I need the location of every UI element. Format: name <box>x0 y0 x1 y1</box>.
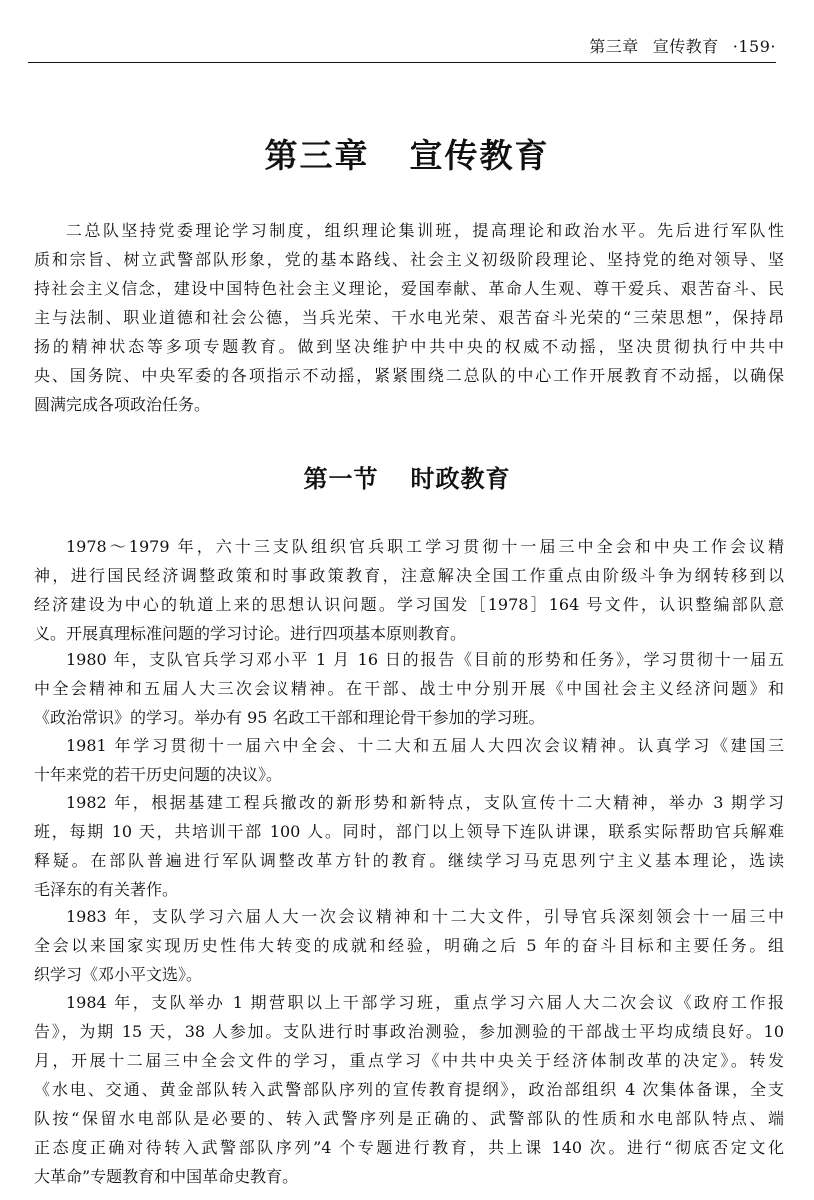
text-line: 二总队坚持党委理论学习制度，组织理论集训班，提高理论和政治水平。先后进行军队性 <box>66 221 784 240</box>
intro-paragraph <box>34 216 784 419</box>
text-line: 月，开展十二届三中全会文件的学习，重点学习《中共中央关于经济体制改革的决定》。转发 <box>34 1051 784 1070</box>
running-header-chapter: 第三章 <box>589 37 639 56</box>
text-line: 主与法制、职业道德和社会公德，当兵光荣、干水电光荣、艰苦奋斗光荣的“三荣思想”，保持昂 <box>34 308 784 327</box>
text-line: 1980 年，支队官兵学习邓小平 1 月 16 日的报告《目前的形势和任务》，学习贯彻十一届五 <box>66 650 784 669</box>
text-line: 圆满完成各项政治任务。 <box>34 395 211 414</box>
section-title <box>0 459 814 494</box>
text-line: 1981 年学习贯彻十一届六中全会、十二大和五届人大四次会议精神。认真学习《建国三 <box>66 736 784 755</box>
chapter-title <box>0 130 814 177</box>
text-line: 1982 年，根据基建工程兵撤改的新形势和新特点，支队宣传十二大精神，举办 3 期学习 <box>66 793 784 812</box>
text-line: 大革命”专题教育和中国革命史教育。 <box>34 1167 299 1186</box>
text-line: 班，每期 10 天，共培训干部 100 人。同时，部门以上领导下连队讲课，联系实际帮助官兵解难 <box>34 822 784 841</box>
text-line: 正态度正确对待转入武警部队序列”4 个专题进行教育，共上课 140 次。进行“彻底否定文化 <box>34 1138 784 1157</box>
paragraph-1981 <box>34 731 784 789</box>
text-line: 央、国务院、中央军委的各项指示不动摇，紧紧围绕二总队的中心工作开展教育不动摇，以确保 <box>34 366 784 385</box>
text-line: 十年来党的若干历史问题的决议》。 <box>34 765 283 784</box>
text-line: 义。开展真理标准问题的学习讨论。进行四项基本原则教育。 <box>34 624 467 643</box>
paragraph-1980 <box>34 645 784 732</box>
text-line: 1983 年，支队学习六届人大一次会议精神和十二大文件，引导官兵深刻领会十一届三中 <box>66 907 784 926</box>
text-line: 神，进行国民经济调整政策和时事政策教育，注意解决全国工作重点由阶级斗争为纲转移到以 <box>34 566 784 585</box>
page-number: ·159· <box>732 37 776 56</box>
text-line: 释疑。在部队普遍进行军队调整改革方针的教育。继续学习马克思列宁主义基本理论，选读 <box>34 851 784 870</box>
text-line: 1978～1979 年，六十三支队组织官兵职工学习贯彻十一届三中全会和中央工作会议精 <box>66 537 784 556</box>
text-line: 《政治常识》的学习。举办有 95 名政工干部和理论骨干参加的学习班。 <box>34 708 545 727</box>
text-line: 持社会主义信念，建设中国特色社会主义理论，爱国奉献、革命人生观、尊干爱兵、艰苦奋斗、民 <box>34 279 784 298</box>
text-line: 毛泽东的有关著作。 <box>34 880 179 899</box>
text-line: 扬的精神状态等多项专题教育。做到坚决维护中共中央的权威不动摇，坚决贯彻执行中共中 <box>34 337 784 356</box>
text-line: 1984 年，支队举办 1 期营职以上干部学习班，重点学习六届人大二次会议《政府工作报 <box>66 993 784 1012</box>
text-line: 织学习《邓小平文选》。 <box>34 965 203 984</box>
text-line: 《水电、交通、黄金部队转入武警部队序列的宣传教育提纲》，政治部组织 4 次集体备课，全支 <box>34 1080 784 1099</box>
chapter-name: 宣传教育 <box>409 136 550 175</box>
paragraph-1982 <box>34 788 784 904</box>
running-header <box>0 30 814 60</box>
paragraph-1984 <box>34 988 784 1191</box>
paragraph-1978 <box>34 532 784 648</box>
text-line: 告》，为期 15 天，38 人参加。支队进行时事政治测验，参加测验的干部战士平均成绩良好。10 <box>34 1022 784 1041</box>
text-line: 全会以来国家实现历史性伟大转变的成就和经验，明确之后 5 年的奋斗目标和主要任务。组 <box>34 936 784 955</box>
text-line: 经济建设为中心的轨道上来的思想认识问题。学习国发［1978］164 号文件，认识整编部队意 <box>34 595 784 614</box>
text-line: 中全会精神和五届人大三次会议精神。在干部、战士中分别开展《中国社会主义经济问题》和 <box>34 679 784 698</box>
section-number: 第一节 <box>303 465 379 493</box>
header-rule <box>28 62 776 63</box>
running-header-title: 宣传教育 <box>652 37 719 56</box>
running-header-text <box>589 34 776 57</box>
paragraph-1983 <box>34 902 784 989</box>
chapter-number: 第三章 <box>264 136 370 175</box>
text-line: 质和宗旨、树立武警部队形象，党的基本路线、社会主义初级阶段理论、坚持党的绝对领导、坚 <box>34 250 784 269</box>
section-name: 时政教育 <box>410 465 511 493</box>
text-line: 队按“保留水电部队是必要的、转入武警序列是正确的、武警部队的性质和水电部队特点、端 <box>34 1109 784 1128</box>
